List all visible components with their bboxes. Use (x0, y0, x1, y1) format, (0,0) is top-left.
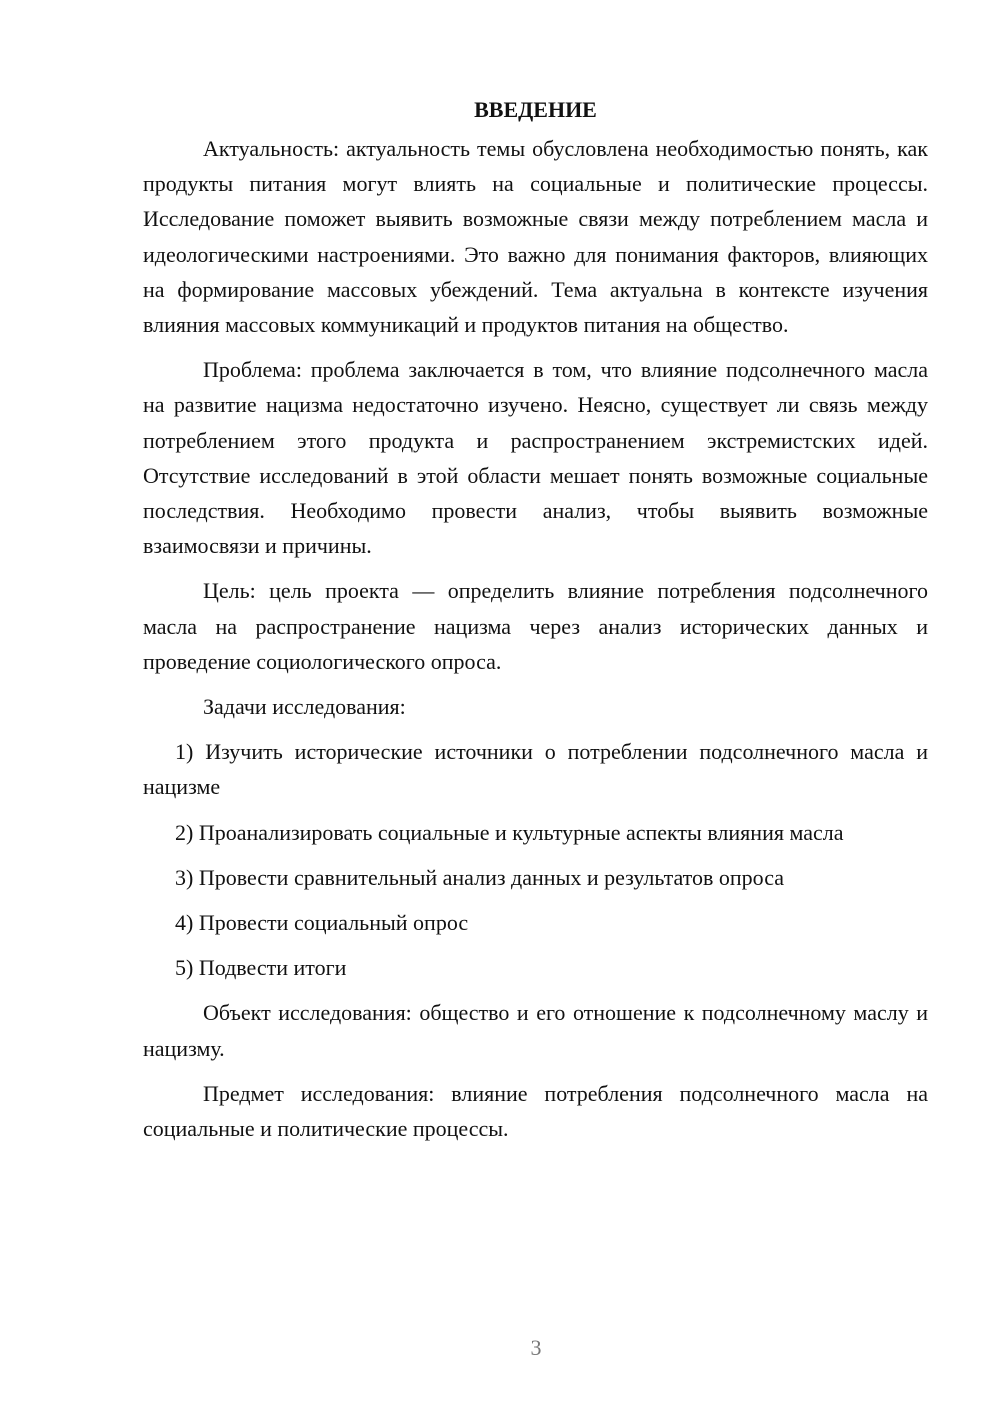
document-page (143, 92, 928, 1156)
task-item-2: 2) Проанализировать социальные и культурные аспекты влияния масла (175, 819, 844, 845)
page-title: ВВЕДЕНИЕ (474, 97, 597, 122)
page-number: 3 (530, 1335, 542, 1360)
paragraph-object: Объект исследования: общество и его отношение к подсолнечному маслу и нацизму. (143, 1000, 928, 1061)
paragraph-relevance: Актуальность: актуальность темы обусловлена необходимостью понять, как продукты питания могут влиять на социальные и политические процессы. Исследование поможет выявить возможные связи между потреблением масла и идеологическими настроениями. Это важно для понимания факторов, влияющих на формирование массовых убеждений. Тема актуальна в контексте изучения влияния массовых коммуникаций и продуктов питания на общество. (143, 136, 928, 338)
paragraph-subject: Предмет исследования: влияние потребления подсолнечного масла на социальные и политические процессы. (143, 1080, 928, 1142)
task-item-4: 4) Провести социальный опрос (175, 910, 469, 936)
task-item-3: 3) Провести сравнительный анализ данных и результатов опроса (175, 864, 784, 890)
tasks-title: Задачи исследования: (203, 694, 406, 720)
paragraph-goal: Цель: цель проекта — определить влияние потребления подсолнечного масла на распространение нацизма через анализ исторических данных и проведение социологического опроса. (143, 578, 928, 674)
task-item-5: 5) Подвести итоги (175, 955, 347, 981)
paragraph-problem: Проблема: проблема заключается в том, что влияние подсолнечного масла на развитие нацизма недостаточно изучено. Неясно, существует ли связь между потреблением этого продукта и распространением экстремистских идей. Отсутствие исследований в этой области мешает понять возможные социальные последствия. Необходимо провести анализ, чтобы выявить возможные взаимосвязи и причины. (143, 357, 928, 559)
task-item-1: 1) Изучить исторические источники о потреблении подсолнечного масла и нацизме (143, 739, 928, 800)
